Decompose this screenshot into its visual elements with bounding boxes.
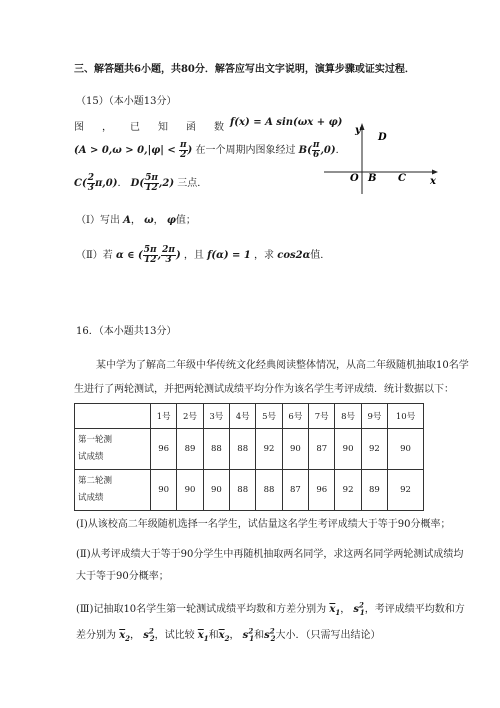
frac-den: 12 [143, 255, 157, 265]
table-cell: 88 [203, 429, 229, 470]
conjunction: 和 [254, 630, 265, 641]
q16-number: 16．（本小题共13分） [76, 326, 177, 337]
frac-num: 5π [145, 173, 158, 183]
table-cell: 90 [388, 429, 424, 470]
graph-origin-label: O [350, 173, 359, 184]
q15-part2-mid: ，且 [183, 250, 204, 261]
q16-part1: (Ⅰ)从该校高二年级随机选择一名学生，试估量这名学生考评成绩大于等于90分概率； [76, 519, 451, 530]
frac-num: π [312, 140, 320, 150]
row-label-line: 第一轮测 [78, 435, 113, 445]
x-bar-symbol: $\overline{x}$ [119, 630, 126, 641]
table-header-cell: 6号 [282, 404, 308, 429]
table-header-cell [75, 404, 151, 429]
q15-part2-cos: cos2α [277, 250, 311, 261]
table-header-cell: 1号 [151, 404, 177, 429]
x-axis-arrow [432, 170, 438, 175]
subscript: 2 [224, 634, 230, 643]
separator: ， [229, 630, 240, 641]
table-header-cell: 9号 [361, 404, 387, 429]
q16-part3-text: ，考评成绩平均数和方 [364, 604, 465, 615]
q15-intro-word: 图 [74, 122, 84, 133]
q15-points-line [74, 174, 207, 193]
graph-y-label: y [355, 125, 361, 136]
q16-part3-text: (Ⅲ)记抽取10名学生第一轮测试成绩平均数和方差分别为 [76, 604, 327, 615]
table-cell: 89 [361, 470, 387, 511]
q15-condition-line [74, 141, 346, 160]
graph-x-label: x [430, 176, 436, 187]
subscript: 1 [203, 634, 209, 643]
table-cell: 92 [361, 429, 387, 470]
table-header-cell: 4号 [230, 404, 256, 429]
q16-paragraph-line1: 某中学为了解高二年级中华传统文化经典阅读整体情况，从高二年级随机抽取10名学 [96, 360, 469, 371]
row-label-line: 第二轮测 [78, 476, 113, 486]
q15-number: （15）（本小题13分） [76, 96, 177, 107]
score-table [74, 403, 424, 511]
q15-point-d-label: D( [130, 178, 145, 189]
q16-part3-line2 [76, 626, 380, 643]
subscript: 1 [335, 608, 341, 617]
frac-den: 3 [87, 183, 94, 193]
q15-mid-text: 在一个周期内图象经过 [195, 145, 296, 156]
subscript: 2 [270, 634, 276, 643]
separator: ， [130, 630, 141, 641]
table-cell: 87 [309, 429, 335, 470]
q16-part3-text: 差分别为 [76, 630, 116, 641]
row-label-line: 试成绩 [78, 493, 104, 503]
q15-cond-a: (A > 0,ω > 0,|φ| < [74, 145, 176, 156]
q15-part1-var-omega: ω [144, 215, 154, 226]
x-bar-symbol: $\overline{x}$ [197, 630, 204, 641]
q15-intro-word: 数 [214, 122, 224, 133]
graph-point-d-label: D [378, 132, 387, 143]
subscript: 2 [125, 634, 131, 643]
conjunction: 和 [208, 630, 219, 641]
q16-part2-line1: (Ⅱ)从考评成绩大于等于90分学生中再随机抽取两名同学，求这两名同学两轮测试成绩均 [76, 549, 464, 560]
q15-part1-var-a: A [123, 215, 131, 226]
q15-part2-comma: , [157, 250, 162, 261]
q15-intro-word: 知 [158, 122, 168, 133]
q15-part2-prefix: （Ⅱ）若 [76, 250, 113, 261]
q15-point-b-label: B( [298, 145, 312, 156]
table-cell: 89 [177, 429, 203, 470]
q15-part2-close: ) [175, 250, 181, 261]
frac-den: 2 [180, 150, 187, 160]
table-cell: 90 [203, 470, 229, 511]
q15-point-d-mid: ,2) [158, 178, 175, 189]
q15-point-c-tail: π,0) [94, 178, 118, 189]
q15-part2-frac1 [143, 246, 158, 265]
q15-part2-alpha: α ∈ ( [115, 250, 143, 261]
q15-part2-mid2: ，求 [254, 250, 275, 261]
separator: ， [340, 604, 351, 615]
q15-sep: ． [117, 178, 128, 189]
section-heading: 三、解答题共6小题，共80分．解答应写出文字说明，演算步骤或证实过程． [74, 64, 415, 75]
frac-num: 5π [143, 245, 157, 255]
q16-part3-text: ，试比较 [154, 630, 195, 641]
q15-function: f(x) = A sin(ωx + φ) [230, 117, 343, 128]
table-cell: 92 [256, 429, 282, 470]
q15-point-c-frac [87, 174, 95, 193]
table-cell: 96 [151, 429, 177, 470]
q15-part1-sep: ， [130, 215, 141, 226]
graph-point-b-label: B [368, 173, 377, 184]
q15-part2-suffix: 值． [310, 250, 331, 261]
frac-num: 2π [162, 245, 175, 255]
subscript: 1 [359, 608, 365, 617]
table-cell: 92 [388, 470, 424, 511]
superscript: 2 [269, 626, 275, 636]
q15-intro-word: ， [102, 122, 112, 133]
q15-part2-frac2 [161, 246, 176, 265]
table-header-cell: 7号 [309, 404, 335, 429]
table-cell: 90 [282, 429, 308, 470]
frac-num: 2 [87, 173, 94, 183]
table-header-cell: 2号 [177, 404, 203, 429]
frac-den: 12 [145, 183, 158, 193]
q15-part1-suffix: 值； [175, 215, 196, 226]
q15-intro-word: 已 [130, 122, 140, 133]
q15-part1 [76, 211, 196, 226]
table-header-row [75, 404, 424, 429]
subscript: 1 [249, 634, 255, 643]
q15-intro-word: 函 [186, 122, 196, 133]
superscript: 2 [359, 600, 364, 610]
frac-den: 6 [313, 150, 320, 160]
s-symbol: s [143, 630, 149, 641]
x-bar-symbol: $\overline{x}$ [329, 604, 336, 615]
table-cell: 88 [230, 470, 256, 511]
q16-paragraph-line2: 生进行了两轮测试，并把两轮测试成绩平均分作为该名学生考评成绩．统计数据以下： [74, 384, 454, 395]
s-symbol: s [242, 630, 249, 641]
function-graph [320, 118, 440, 198]
table-cell: 90 [335, 429, 361, 470]
q15-cond-frac [179, 141, 188, 160]
q15-point-b-tail: ,0) [320, 145, 336, 156]
x-bar-symbol: $\overline{x}$ [218, 630, 225, 641]
q15-part1-sep: ， [153, 215, 164, 226]
s-symbol: s [264, 630, 270, 641]
table-cell: 88 [256, 470, 282, 511]
q15-point-c-label: C( [74, 178, 87, 189]
table-cell: 88 [230, 429, 256, 470]
table-cell: 87 [282, 470, 308, 511]
q15-part1-var-phi: φ [166, 215, 176, 226]
q15-intro [74, 118, 224, 133]
table-cell: 90 [177, 470, 203, 511]
table-header-cell: 5号 [256, 404, 282, 429]
q15-point-d-frac [144, 174, 159, 193]
s-symbol: s [353, 604, 360, 615]
q15-sep: ． [335, 145, 346, 156]
superscript: 2 [248, 626, 254, 636]
table-row-label [75, 470, 151, 511]
q15-part2-eq: f(α) = 1 [207, 250, 251, 261]
q16-part3-line1 [76, 600, 465, 617]
table-cell: 96 [309, 470, 335, 511]
table-cell: 92 [335, 470, 361, 511]
q15-part2 [76, 246, 330, 265]
row-label-line: 试成绩 [78, 452, 104, 462]
graph-point-c-label: C [398, 173, 406, 184]
q15-cond-close: ) [187, 145, 193, 156]
table-cell: 90 [151, 470, 177, 511]
q15-tail-text: 三点． [177, 178, 208, 189]
frac-den: 3 [165, 255, 172, 265]
q16-part2-line2: 大于等于90分概率； [76, 571, 169, 582]
table-header-cell: 8号 [335, 404, 361, 429]
q16-part3-text: 大小．（只需写出结论） [275, 630, 381, 641]
table-header-cell: 10号 [388, 404, 424, 429]
table-row [75, 470, 424, 511]
table-row [75, 429, 424, 470]
q15-part1-prefix: （Ⅰ）写出 [76, 215, 120, 226]
subscript: 2 [149, 634, 155, 643]
frac-num: π [179, 140, 187, 150]
table-header-cell: 3号 [203, 404, 229, 429]
table-row-label [75, 429, 151, 470]
superscript: 2 [148, 626, 154, 636]
